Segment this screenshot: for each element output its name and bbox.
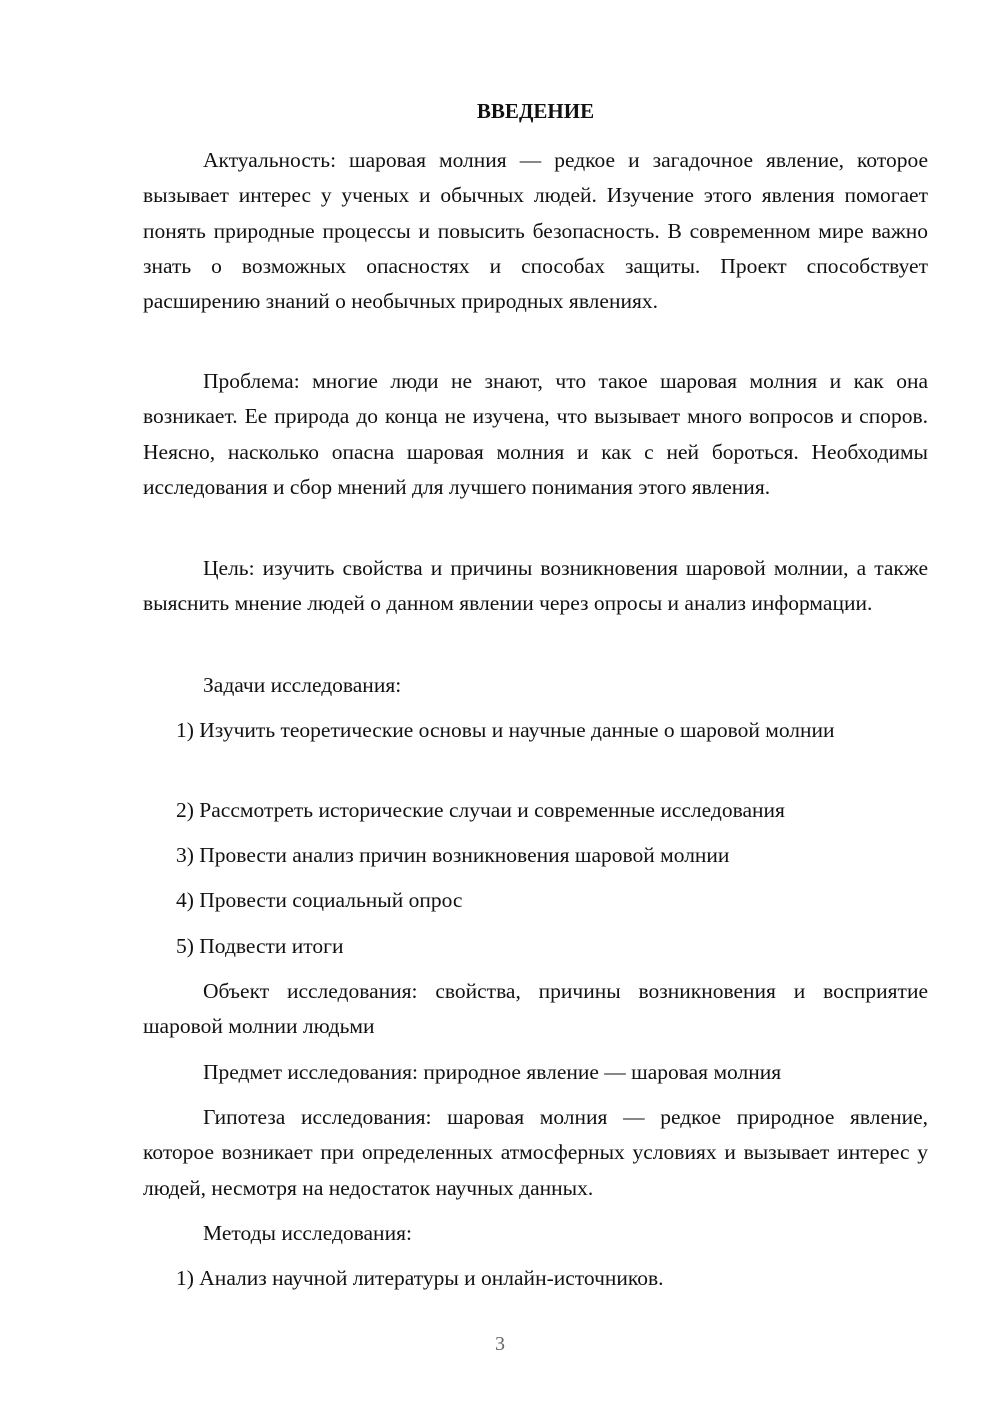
methods-heading: Методы исследования: [203,1221,412,1245]
paragraph-object: Объект исследования: свойства, причины возникновения и восприятие шаровой молнии людьми [143,979,928,1039]
task-item-2: 2) Рассмотреть исторические случаи и современные исследования [176,798,785,822]
tasks-heading: Задачи исследования: [203,673,402,697]
paragraph-actuality: Актуальность: шаровая молния — редкое и загадочное явление, которое вызывает интерес у ученых и обычных людей. Изучение этого явления помогает понять природные процессы и повысить безопасность. В современном мире важно знать о возможных опасностях и способах защиты. Проект способствует расширению знаний о необычных природных явлениях. [143,148,928,314]
task-item-5: 5) Подвести итоги [176,934,344,958]
section-title: ВВЕДЕНИЕ [476,99,595,123]
method-item-1: 1) Анализ научной литературы и онлайн-источников. [176,1266,664,1290]
paragraph-goal: Цель: изучить свойства и причины возникновения шаровой молнии, а также выяснить мнение людей о данном явлении через опросы и анализ информации. [143,556,928,616]
paragraph-hypothesis: Гипотеза исследования: шаровая молния — редкое природное явление, которое возникает при определенных атмосферных условиях и вызывает интерес у людей, несмотря на недостаток научных данных. [143,1105,928,1200]
page-number: 3 [495,1333,505,1355]
task-item-3: 3) Провести анализ причин возникновения шаровой молнии [176,843,730,867]
task-item-4: 4) Провести социальный опрос [176,888,463,912]
task-item-1: 1) Изучить теоретические основы и научные данные о шаровой молнии [176,718,835,742]
paragraph-subject: Предмет исследования: природное явление — шаровая молния [203,1060,782,1084]
paragraph-problem: Проблема: многие люди не знают, что такое шаровая молния и как она возникает. Ее природа до конца не изучена, что вызывает много вопросов и споров. Неясно, насколько опасна шаровая молния и как с ней бороться. Необходимы исследования и сбор мнений для лучшего понимания этого явления. [143,369,928,499]
